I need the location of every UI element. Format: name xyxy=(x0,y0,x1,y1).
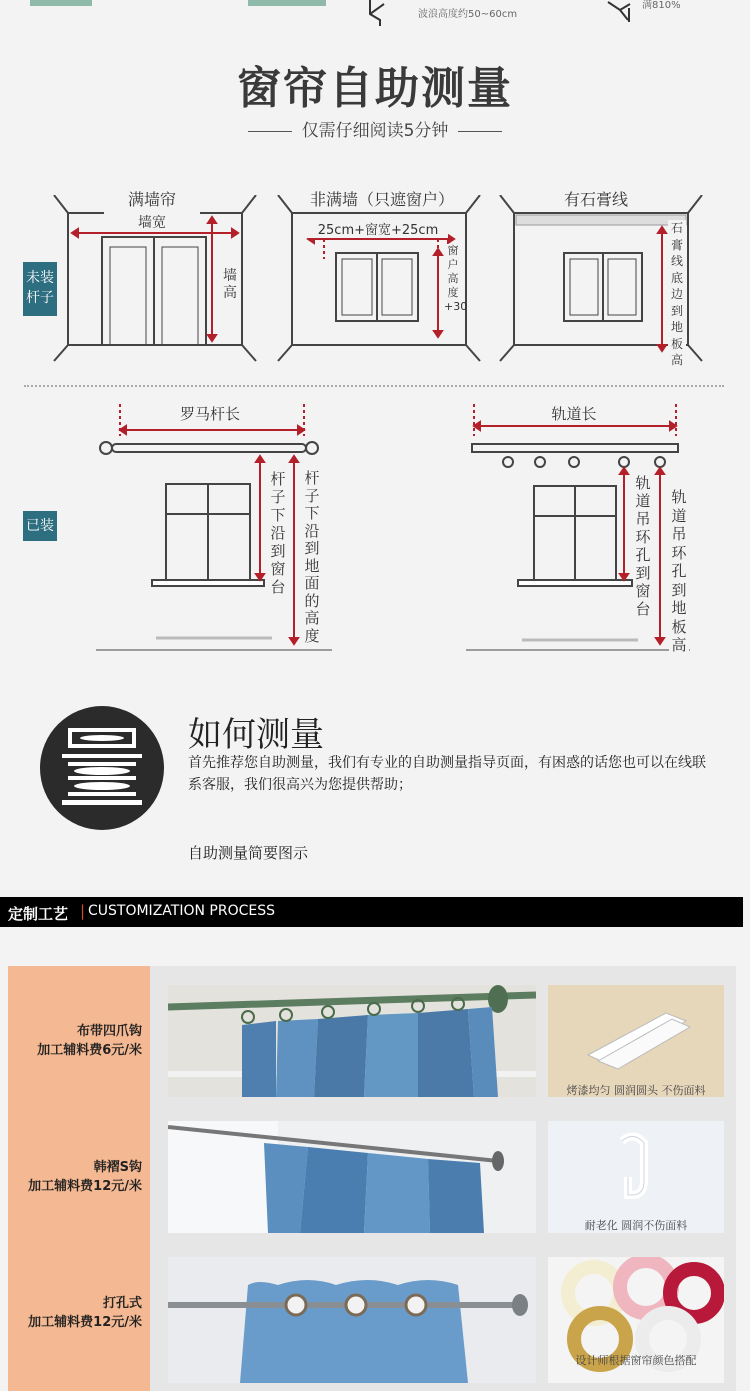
rod-to-floor-label: 杆子下沿到地面的高度 xyxy=(302,470,322,645)
process-name: 韩褶S钩 xyxy=(93,1160,142,1175)
process-row-label xyxy=(8,1022,142,1060)
panel-plaster-title: 有石膏线 xyxy=(563,190,628,209)
curtain-thumbnail xyxy=(30,0,92,6)
panel-full-wall-title: 满墙帘 xyxy=(127,190,176,209)
measure-diagram-caption: 自助测量简要图示 xyxy=(188,844,309,862)
wall-height-label: 墙高 xyxy=(220,268,240,302)
tag-not-installed: 未装杆子 xyxy=(23,262,57,316)
hook-icon xyxy=(366,0,388,26)
plaster-height-label: 石膏线底边到地板高 xyxy=(668,220,686,369)
process-row-label xyxy=(8,1294,142,1332)
process-fee: 加工辅料费12元/米 xyxy=(28,1179,142,1194)
tag-installed: 已装 xyxy=(23,511,57,541)
track-length-label: 轨道长 xyxy=(551,405,597,423)
s-hook-curtain-photo xyxy=(168,1121,536,1233)
hook-curtain-photo xyxy=(168,985,536,1097)
customization-title: 定制工艺 xyxy=(8,905,69,923)
section-divider xyxy=(24,385,724,387)
customization-header-bar xyxy=(0,897,743,927)
wave-height-text: 波浪高度约50~60cm xyxy=(418,9,518,20)
track-to-floor-label: 轨道吊环孔到地板高 xyxy=(669,488,689,655)
rod-to-sill-label: 杆子下沿到窗台 xyxy=(268,470,288,596)
process-name: 布带四爪钩 xyxy=(76,1024,142,1039)
previous-section-strip xyxy=(0,0,750,30)
process-name: 打孔式 xyxy=(102,1296,142,1311)
hook-icon xyxy=(606,0,636,22)
process-fee: 加工辅料费6元/米 xyxy=(37,1043,142,1058)
how-to-measure-title: 如何测量 xyxy=(188,715,324,755)
track-to-sill-label: 轨道吊环孔到窗台 xyxy=(633,474,653,618)
measure-logo-icon xyxy=(40,706,164,830)
four-claw-hook-photo xyxy=(548,985,724,1097)
fold-ratio-text: 满810% xyxy=(642,0,681,11)
grommet-caption: 设计师根据窗帘颜色搭配 xyxy=(575,1354,697,1367)
process-row-label xyxy=(8,1158,142,1196)
process-fee: 加工辅料费12元/米 xyxy=(28,1315,142,1330)
hook-caption: 烤漆均匀 圆润圆头 不伤面料 xyxy=(566,1084,706,1097)
window-height-label: 窗户高度+30 xyxy=(444,244,468,313)
curtain-thumbnail xyxy=(248,0,326,6)
title-separator: | xyxy=(80,902,86,920)
s-hook-caption: 耐老化 圆润不伤面料 xyxy=(584,1219,688,1232)
how-to-measure-description: 首先推荐您自助测量，我们有专业的自助测量指导页面，有困惑的话您也可以在线联系客服，我们很高兴为您提供帮助； xyxy=(188,755,706,793)
page-title: 窗帘自助测量 xyxy=(237,63,513,114)
page-subtitle: 仅需仔细阅读5分钟 xyxy=(0,116,750,141)
customization-title-en: CUSTOMIZATION PROCESS xyxy=(88,903,275,919)
roman-rod-length-label: 罗马杆长 xyxy=(179,405,240,423)
wall-width-label: 墙宽 xyxy=(104,212,200,232)
grommet-curtain-photo xyxy=(168,1257,536,1383)
window-width-label: 25cm+窗宽+25cm xyxy=(308,219,448,238)
panel-partial-wall-title: 非满墙（只遮窗户） xyxy=(309,190,454,209)
roman-rod-diagram xyxy=(96,400,336,658)
